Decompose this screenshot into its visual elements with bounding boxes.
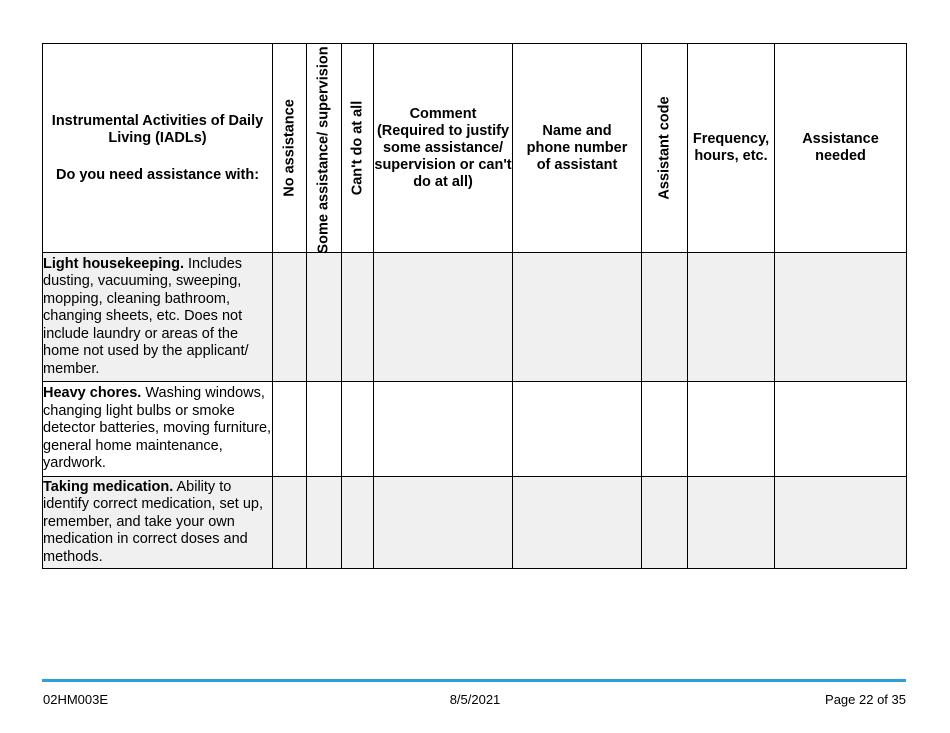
assistance-needed-cell[interactable] — [775, 382, 907, 477]
header-cant-do-label: Can't do at all — [349, 100, 365, 196]
assistance-needed-cell[interactable] — [775, 477, 907, 569]
header-assistance-needed: Assistance needed — [775, 44, 907, 253]
no-assistance-cell[interactable] — [273, 253, 307, 382]
some-assistance-cell[interactable] — [307, 253, 342, 382]
assistant-code-cell[interactable] — [642, 253, 688, 382]
footer-divider — [42, 679, 906, 682]
header-activity — [43, 44, 273, 253]
some-assistance-cell[interactable] — [307, 477, 342, 569]
assistant-code-cell[interactable] — [642, 477, 688, 569]
name-phone-cell[interactable] — [513, 382, 642, 477]
cant-do-cell[interactable] — [342, 253, 374, 382]
activity-desc: Ability to identify correct medication, set up, remember, and take your own medication in correct doses and methods. — [43, 478, 264, 565]
footer-date: 8/5/2021 — [449, 692, 501, 707]
frequency-cell[interactable] — [688, 477, 775, 569]
name-phone-cell[interactable] — [513, 477, 642, 569]
no-assistance-cell[interactable] — [273, 382, 307, 477]
footer-form-code: 02HM003E — [43, 692, 109, 707]
activity-title: Taking medication. — [43, 478, 174, 495]
table-row — [43, 477, 907, 569]
frequency-cell[interactable] — [688, 253, 775, 382]
cant-do-cell[interactable] — [342, 382, 374, 477]
frequency-cell[interactable] — [688, 382, 775, 477]
header-some-assistance-label: Some assistance/ supervision — [315, 46, 332, 254]
header-no-assistance — [273, 44, 307, 253]
header-comment: Comment (Required to justify some assistance/ supervision or can't do at all) — [374, 44, 513, 253]
activity-desc: Washing windows, changing light bulbs or smoke detector batteries, moving furniture, general home maintenance, yardwork. — [43, 385, 272, 472]
activity-cell — [43, 477, 273, 569]
activity-title: Light housekeeping. — [43, 255, 184, 272]
no-assistance-cell[interactable] — [273, 477, 307, 569]
some-assistance-cell[interactable] — [307, 382, 342, 477]
header-no-assistance-label: No assistance — [281, 99, 297, 197]
table-row — [43, 253, 907, 382]
header-cant-do — [342, 44, 374, 253]
table-row — [43, 382, 907, 477]
header-frequency: Frequency, hours, etc. — [688, 44, 775, 253]
comment-cell[interactable] — [374, 253, 513, 382]
activity-cell — [43, 382, 273, 477]
header-assistant-code-label: Assistant code — [656, 96, 672, 200]
assistance-needed-cell[interactable] — [775, 253, 907, 382]
comment-cell[interactable] — [374, 477, 513, 569]
header-assistant-code — [642, 44, 688, 253]
comment-cell[interactable] — [374, 382, 513, 477]
header-title: Instrumental Activities of Daily Living (IADLs) — [51, 112, 264, 146]
assistant-code-cell[interactable] — [642, 382, 688, 477]
header-question: Do you need assistance with: — [55, 166, 260, 183]
iadl-assessment-table — [42, 43, 907, 569]
activity-cell — [43, 253, 273, 382]
header-name-phone: Name and phone number of assistant — [513, 44, 642, 253]
activity-desc: Includes dusting, vacuuming, sweeping, mopping, cleaning bathroom, changing sheets, etc. Does not include laundry or areas of the home not used by the applicant/ member. — [43, 255, 249, 377]
cant-do-cell[interactable] — [342, 477, 374, 569]
table-header-row — [43, 44, 907, 253]
header-some-assistance — [307, 44, 342, 253]
name-phone-cell[interactable] — [513, 253, 642, 382]
activity-title: Heavy chores. — [43, 385, 142, 402]
footer-page-number: Page 22 of 35 — [825, 692, 906, 707]
